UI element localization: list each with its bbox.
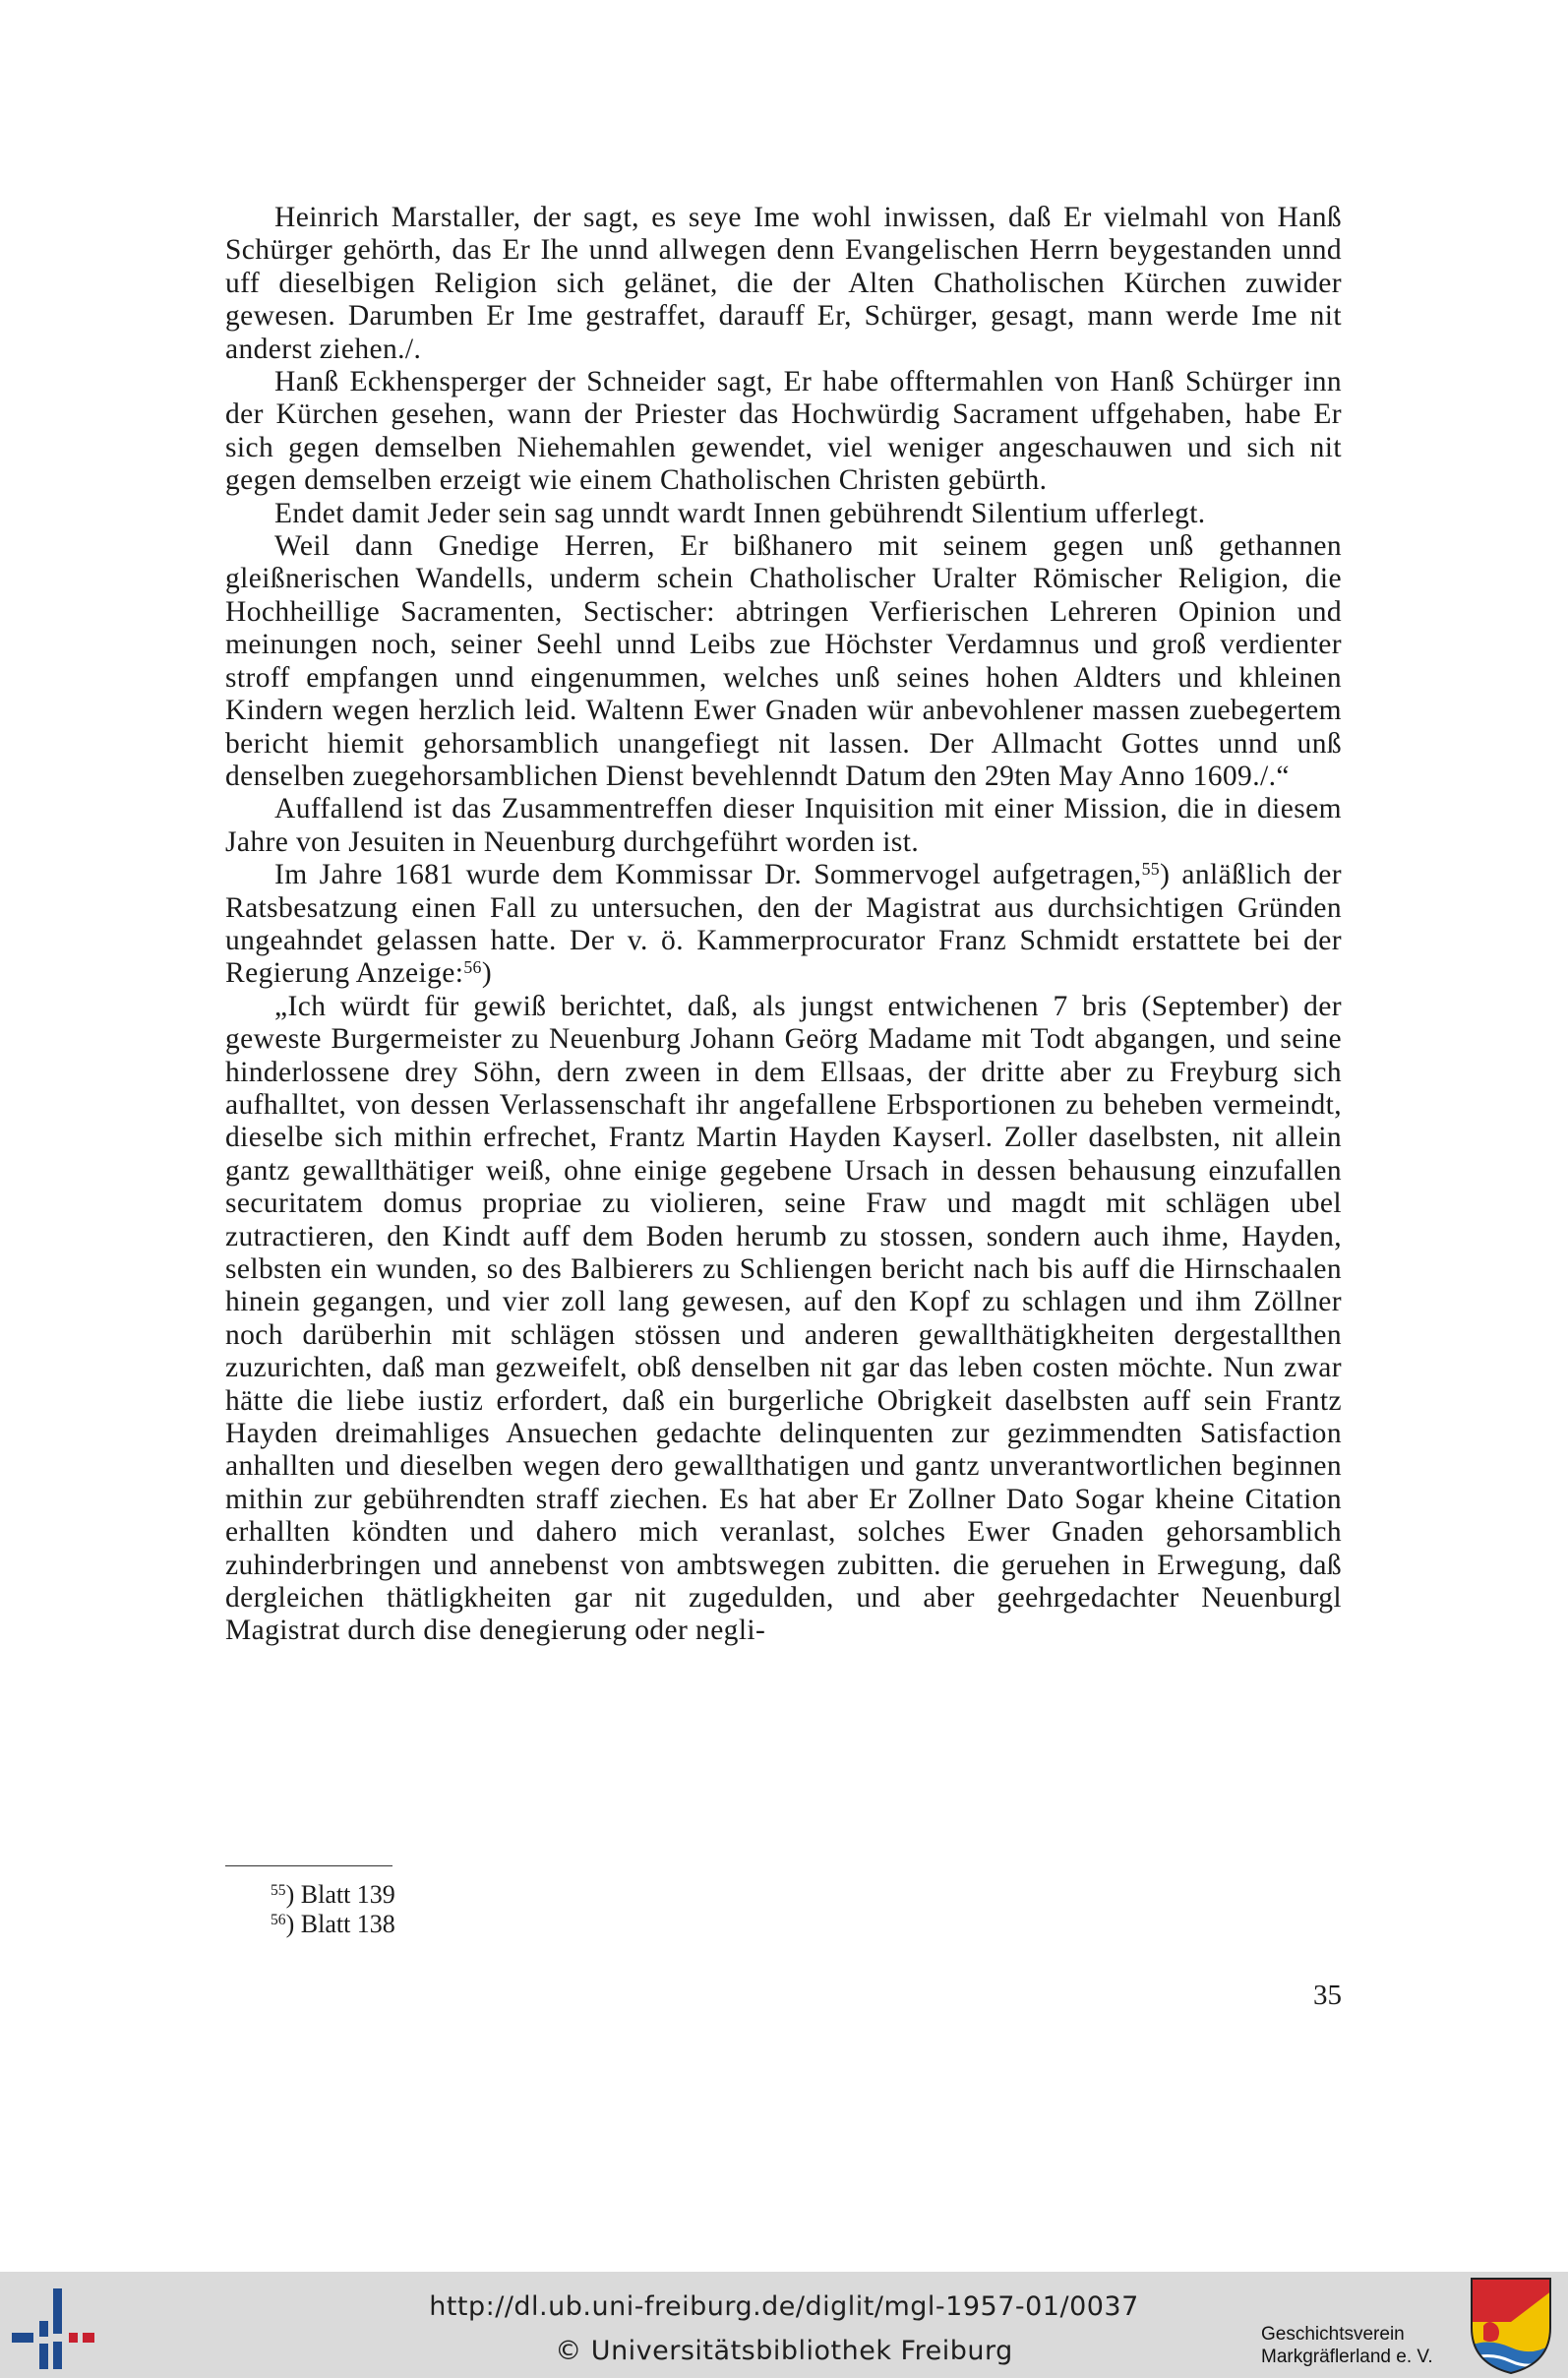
- footnote-56: [271, 1910, 395, 1939]
- copyright-notice: © Universitätsbibliothek Freiburg: [555, 2336, 1013, 2366]
- footnotes: [271, 1880, 395, 1939]
- paragraph: Hanß Eckhensperger der Schneider sagt, Er habe offtermahlen von Hanß Schürger inn der Kürchen gesehen, wann der Priester das Hochwürdig Sacrament uffgehaben, habe Er sich gegen demselben Niehemahlen gewendet, viel weniger angeschauwen und sich nit gegen demselben erzeigt wie einem Chatholischen Christen gebürth.: [225, 366, 1342, 497]
- footnote-ref-55: 55: [1141, 859, 1161, 880]
- footnote-text: ) Blatt 139: [285, 1880, 395, 1909]
- page-number: 35: [1313, 1980, 1342, 2011]
- paragraph-text: ) anläßlich der Ratsbesatzung einen Fall zu untersuchen, den der Magistrat aus durchsichtigen Gründen ungeahndet gelassen hatte. Der v. ö. Kammerprocurator Franz Schmidt erstattete bei der Regierung Anzeige:: [225, 859, 1342, 990]
- paragraph-text: ): [481, 957, 493, 990]
- footnote-mark: 55: [271, 1882, 286, 1900]
- society-name-line: Markgräflerland e. V.: [1261, 2347, 1433, 2367]
- footer-bar: [0, 2272, 1568, 2378]
- paragraph-with-notes: [225, 859, 1342, 991]
- paragraph: Auffallend ist das Zusammentreffen dieser Inquisition mit einer Mission, die in diesem Jahre von Jesuiten in Neuenburg durchgeführt worden ist.: [225, 793, 1342, 858]
- paragraph-text: Im Jahre 1681 wurde dem Kommissar Dr. Sommervogel aufgetragen,: [274, 859, 1142, 891]
- footnote-ref-56: 56: [463, 957, 482, 978]
- footnote-divider: [225, 1865, 392, 1866]
- body-text: [225, 202, 1342, 1648]
- coat-of-arms-icon[interactable]: [1470, 2277, 1552, 2375]
- footnote-mark: 56: [271, 1912, 286, 1929]
- paragraph: Endet damit Jeder sein sag unndt wardt Innen gebührendt Silentium ufferlegt.: [274, 497, 1206, 529]
- paragraph: Weil dann Gnedige Herren, Er bißhanero mit seinem gegen unß gethannen gleißnerischen Wandells, underm schein Chatholischer Uralter Römischer Religion, die Hochheillige Sacramenten, Sectischer: abtringen Verfierischen Lehreren Opinion und meinungen noch, seiner Seehl unnd Leibs zue Höchster Verdamnus und groß verdienter stroff empfangen unnd eingenummen, welches unß seines hohen Aldters und khleinen Kindern wegen herzlich leid. Waltenn Ewer Gnaden wür anbevohlener massen zuebegertem bericht hiemit gehorsamblich unangefiegt nit lassen. Der Allmacht Gottes unnd unß denselben zuegehorsamblichen Dienst bevehlenndt Datum den 29ten May Anno 1609./.“: [225, 530, 1342, 792]
- paragraph: „Ich würdt für gewiß berichtet, daß, als jungst entwichenen 7 bris (September) der geweste Burgermeister zu Neuenburg Johann Geörg Madame mit Todt abgangen, und seine hinderlossene drey Söhn, dern zween in dem Ellsaas, der dritte aber zu Freyburg sich aufhalltet, von dessen Verlassenschaft ihr angefallene Erbsportionen zu beheben vermeindt, dieselbe sich mithin erfrechet, Frantz Martin Hayden Kayserl. Zoller daselbsten, nit allein gantz gewallthätiger weiß, ohne einige gegebene Ursach in dessen behausung einzufallen securitatem domus propriae zu violieren, seine Fraw und magdt mit schlägen ubel zutractieren, den Kindt auff dem Boden herumb zu stossen, sondern auch ihme, Hayden, selbsten ein wunden, so des Balbierers zu Schliengen bericht nach bis auff die Hirnschaalen hinein gegangen, und vier zoll lang gewesen, auf den Kopf zu schlagen und ihm Zöllner noch darüberhin mit schlägen stössen und anderen gewallthätigkheiten dergestallthen zuzurichten, daß man gezweifelt, obß denselben nit gar das leben costen möchte. Nun zwar hätte die liebe iustiz erfordert, daß ein burgerliche Obrigkeit daselbsten auff sein Frantz Hayden dreimahliges Ansuechen gedachte delinquenten zur gezimmendten Satisfaction anhallten und dieselben wegen dero gewallthatigen und gantz unverantwortlichen beginnen mithin zur gebührendten straff ziechen. Es hat aber Er Zollner Dato Sogar kheine Citation erhallten köndten und dahero mich veranlast, solches Ewer Gnaden gehorsamblich zuhinderbringen und annebenst von ambtswegen zubitten. die geruehen in Erwegung, daß dergleichen thätligkheiten gar nit zugedulden, und aber geehrgedachter Neuenburgl Magistrat durch dise denegierung oder negli-: [225, 990, 1342, 1647]
- footnote-text: ) Blatt 138: [285, 1910, 395, 1938]
- document-url-link[interactable]: http://dl.ub.uni-freiburg.de/diglit/mgl-1957-01/0037: [429, 2291, 1139, 2322]
- society-name-line: Geschichtsverein: [1261, 2324, 1405, 2345]
- footnote-55: [271, 1880, 395, 1910]
- paragraph: Heinrich Marstaller, der sagt, es seye Ime wohl inwissen, daß Er vielmahl von Hanß Schürger gehörth, das Er Ihe unnd allwegen denn Evangelischen Herrn beygestanden unnd uff dieselbigen Religion sich gelänet, die der Alten Chatholischen Kürchen zuwider gewesen. Darumben Er Ime gestraffet, darauff Er, Schürger, gesagt, mann werde Ime nit anderst ziehen./.: [225, 202, 1342, 365]
- society-name: [1261, 2323, 1468, 2368]
